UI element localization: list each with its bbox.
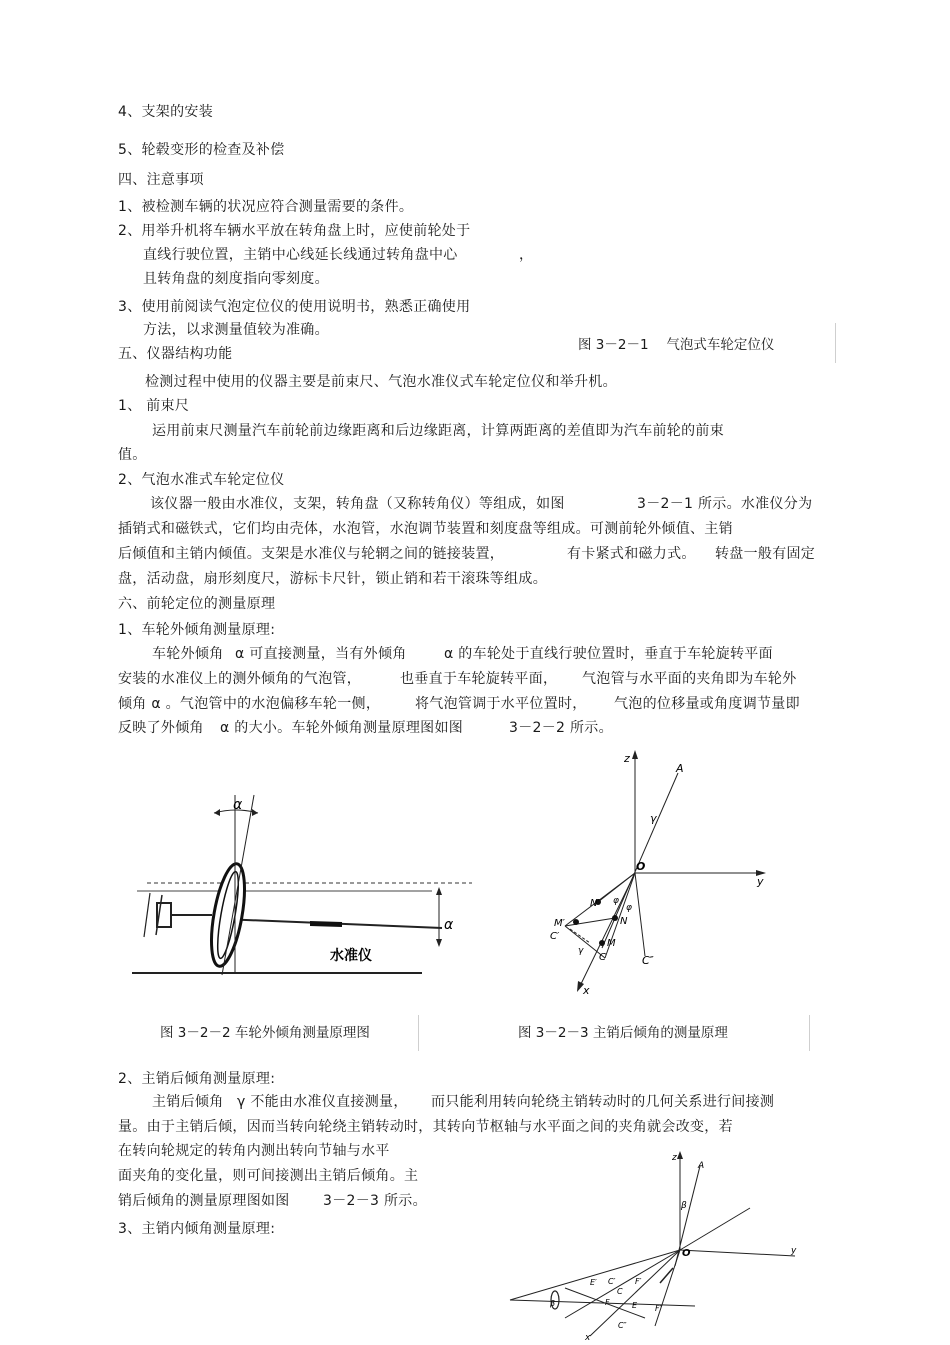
bubble-desc-1b: 3－2－1 所示。水准仪分为: [637, 496, 813, 512]
kingpin-inclination-heading: 3、主销内倾角测量原理:: [118, 1221, 276, 1237]
level-bubble-tube: [310, 921, 342, 927]
wheel-tire: [205, 861, 251, 968]
E-label: E: [632, 1301, 638, 1310]
x-label: x: [585, 1333, 591, 1343]
F2-label: F″: [655, 1304, 663, 1313]
z-label: z: [672, 1153, 677, 1163]
caster-1a: 主销后倾角: [152, 1094, 224, 1110]
camber-2c: 气泡管与水平面的夹角即为车轮外: [582, 671, 797, 687]
A-label: A: [676, 762, 684, 775]
note-2-comma: ，: [519, 247, 534, 263]
alpha-right-label: α: [444, 917, 454, 933]
gamma-label: γ: [650, 812, 657, 825]
beta-label: β: [681, 1201, 687, 1211]
C2-label: C″: [642, 954, 654, 967]
fig-3-2-2-caption: 图 3－2－2 车轮外倾角测量原理图: [160, 1025, 370, 1041]
fig-3-2-2-camber-diagram: [132, 795, 472, 995]
fig-3-2-3-caption: 图 3－2－3 主销后倾角的测量原理: [518, 1025, 728, 1041]
caption-divider-left: [418, 1015, 419, 1051]
level-label: 水准仪: [330, 948, 372, 964]
kingpin-inclination-diagram: [505, 1148, 825, 1343]
item-toe-gauge: 1、 前束尺: [118, 398, 190, 414]
camber-3b: 将气泡管调于水平位置时，: [415, 696, 587, 712]
caster-3: 在转向轮规定的转角内测出转向节轴与水平: [118, 1143, 390, 1159]
bubble-desc-2: 插销式和磁铁式，它们均由壳体，水泡管，水泡调节装置和刻度盘等组成。可测前轮外倾值、主销: [118, 521, 733, 537]
note-3-line2: 方法，以求测量值较为准确。: [143, 322, 329, 338]
toe-gauge-desc: 运用前束尺测量汽车前轮前边缘距离和后边缘距离，计算两距离的差值即为汽车前轮的前束: [152, 423, 724, 439]
caster-5a: 销后倾角的测量原理图如图: [118, 1193, 290, 1209]
C1-label: C′: [608, 1277, 616, 1286]
phi2-label: φ: [626, 903, 632, 913]
N1-label: N′: [590, 898, 600, 909]
caster-1b: γ 不能由水准仪直接测量，: [237, 1094, 408, 1110]
section-5-heading: 五、仪器结构功能: [118, 346, 233, 362]
note-1: 1、被检测车辆的状况应符合测量需要的条件。: [118, 199, 414, 215]
C1-label: C′: [550, 931, 560, 942]
caption-divider: [835, 323, 836, 363]
bubble-desc-1a: 该仪器一般由水准仪，支架，转角盘（又称转角仪）等组成，如图: [150, 496, 565, 512]
item-5-hub-deformation: 5、轮毂变形的检查及补偿: [118, 142, 285, 158]
bubble-desc-3c: 转盘一般有固定: [715, 546, 816, 562]
fig-3-2-3-caster-diagram: [550, 748, 810, 998]
E1-label: E′: [590, 1278, 597, 1287]
y-label: y: [791, 1246, 797, 1256]
caster-4: 面夹角的变化量，则可间接测出主销后倾角。主: [118, 1168, 419, 1184]
caption-divider-right: [809, 1015, 810, 1051]
item-bubble-level: 2、气泡水准式车轮定位仪: [118, 472, 285, 488]
phi1-label: φ: [613, 896, 619, 906]
x-label: x: [583, 984, 590, 997]
camber-heading: 1、车轮外倾角测量原理:: [118, 622, 276, 638]
caster-heading: 2、主销后倾角测量原理:: [118, 1071, 276, 1087]
beta2-label: β: [550, 1299, 556, 1308]
camber-2b: 也垂直于车轮旋转平面，: [400, 671, 558, 687]
bubble-desc-3a: 后倾值和主销内倾值。支架是水准仪与轮辋之间的链接装置，: [118, 546, 505, 562]
C-label: C: [617, 1287, 623, 1296]
C-label: C: [599, 952, 606, 963]
z-label: z: [624, 752, 630, 765]
caster-2: 量。由于主销后倾，因而当转向轮绕主销转动时，其转向节枢轴与水平面之间的夹角就会改变，若: [118, 1119, 733, 1135]
bubble-desc-4: 盘，活动盘，扇形刻度尺，游标卡尺针，锁止销和若干滚珠等组成。: [118, 571, 547, 587]
camber-4b: α 的大小。车轮外倾角测量原理图如图: [220, 720, 464, 736]
section-5-intro: 检测过程中使用的仪器主要是前束尺、气泡水准仪式车轮定位仪和举升机。: [145, 374, 617, 390]
section-6-heading: 六、前轮定位的测量原理: [118, 596, 276, 612]
fig-3-2-1-caption: 图 3－2－1 气泡式车轮定位仪: [578, 337, 775, 353]
M-label: M: [607, 938, 616, 949]
F-label: F: [605, 1298, 610, 1307]
note-2: 2、用举升机将车辆水平放在转角盘上时，应使前轮处于: [118, 223, 471, 239]
section-4-heading: 四、注意事项: [118, 172, 204, 188]
camber-3a: 倾角 α 。气泡管中的水泡偏移车轮一侧，: [118, 696, 381, 712]
alpha-top-label: α: [233, 797, 243, 813]
C2-label: C″: [618, 1321, 627, 1330]
gamma2-label: γ: [578, 946, 584, 956]
caster-5b: 3－2－3 所示。: [323, 1193, 427, 1209]
note-3: 3、使用前阅读气泡定位仪的使用说明书，熟悉正确使用: [118, 299, 471, 315]
camber-1a: 车轮外倾角: [152, 646, 224, 662]
y-label: y: [757, 875, 764, 888]
N-label: N: [620, 916, 628, 927]
camber-1c: α 的车轮处于直线行驶位置时，垂直于车轮旋转平面: [444, 646, 773, 662]
O-label: O: [636, 860, 646, 873]
M1-label: M′: [554, 918, 565, 929]
A-label: A: [698, 1161, 705, 1171]
y-axis: [680, 1250, 795, 1256]
camber-4a: 反映了外倾角: [118, 720, 204, 736]
bubble-desc-3b: 有卡紧式和磁力式。: [567, 546, 696, 562]
camber-4c: 3－2－2 所示。: [509, 720, 613, 736]
camber-1b: α 可直接测量，当有外倾角: [235, 646, 407, 662]
O-label: O: [682, 1248, 691, 1259]
F1-label: F′: [635, 1277, 642, 1286]
C2-line: [635, 873, 645, 956]
item-4-bracket-install: 4、支架的安装: [118, 104, 214, 120]
toe-gauge-desc-end: 值。: [118, 447, 147, 463]
camber-3c: 气泡的位移量或角度调节量即: [614, 696, 800, 712]
camber-2a: 安装的水准仪上的测外倾角的气泡管，: [118, 671, 362, 687]
note-2-line3: 且转角盘的刻度指向零刻度。: [143, 271, 329, 287]
caster-1c: 而只能利用转向轮绕主销转动时的几何关系进行间接测: [431, 1094, 775, 1110]
note-2-line2: 直线行驶位置，主销中心线延长线通过转角盘中心: [143, 247, 458, 263]
